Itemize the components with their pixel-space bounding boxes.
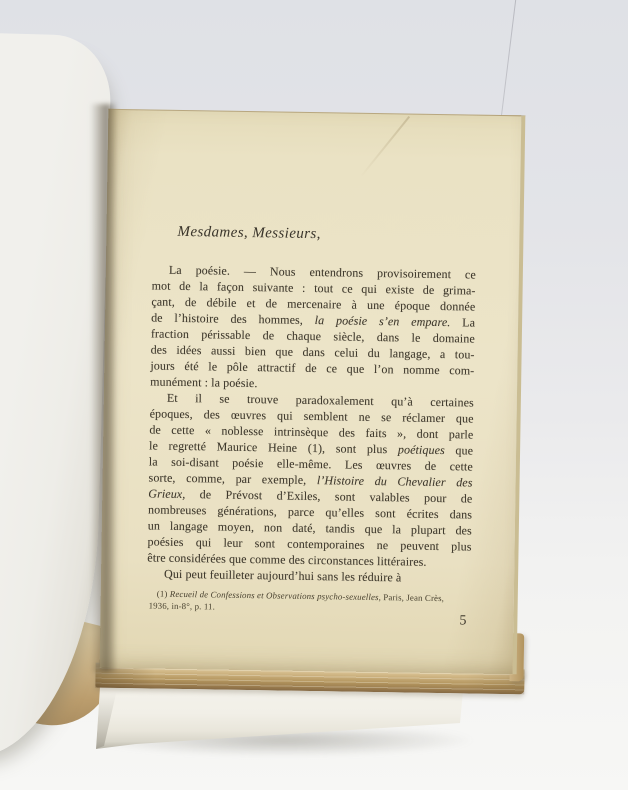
text-line: çant, de débile et de mercenaire à une époque donnée <box>151 294 476 314</box>
text-line: jours été le pôle attractif de ce que l’on nomme com- <box>150 358 475 378</box>
text-line: sorte, comme, par exemple, l’Histoire du Chevalier des <box>148 470 473 490</box>
text-line: fraction périssable de chaque siècle, dans le domaine <box>150 326 475 346</box>
text-line: 1936, in-8°, p. 11. <box>148 599 216 612</box>
text-line: un langage moyen, non daté, tandis que la plupart des <box>147 518 472 538</box>
text-line: époques, des œuvres qui semblent ne se réclamer que <box>149 406 474 426</box>
text-line: de l’histoire des hommes, la poésie s’en empare. La <box>151 310 476 330</box>
book-page <box>100 109 526 674</box>
text-line: munément : la poésie. <box>150 374 258 391</box>
text-line: des idées aussi bien que dans celui du langage, a tou- <box>150 342 475 362</box>
text-line: Qui peut feuilleter aujourd’hui sans les réduire à <box>164 566 402 585</box>
text-line: Grieux, de Prévost d’Exiles, sont valables pour de <box>148 486 473 506</box>
gutter-shadow <box>90 104 116 672</box>
text-line: mot de la façon suivante : tout ce qui existe de grima- <box>151 278 476 298</box>
text-line: la soi-disant poésie elle-même. Les œuvres de cette <box>148 454 473 474</box>
text-line: poésies qui leur sont contemporaines ne peuvent plus <box>147 534 472 554</box>
salutation: Mesdames, Messieurs, <box>177 223 321 243</box>
text-line: être considérées que comme des circonstances littéraires. <box>147 550 427 569</box>
text-line: de cette « noblesse intrinsèque des faits », dont parle <box>149 422 474 442</box>
page-number: 5 <box>459 613 467 629</box>
text-line: (1) Recueil de Confessions et Observations psycho-sexuelles, Paris, Jean Crès, <box>156 588 445 604</box>
text-line: La poésie. — Nous entendrons provisoirement ce <box>168 262 476 282</box>
body-text <box>147 261 476 586</box>
text-line: nombreuses générations, parce qu’elles sont écrites dans <box>148 502 473 522</box>
page-crease <box>360 116 410 178</box>
text-line: Et il se trouve paradoxalement qu’à certaines <box>166 390 474 410</box>
text-line: le regretté Maurice Heine (1), sont plus poétiques que <box>149 438 474 458</box>
book <box>100 109 522 673</box>
